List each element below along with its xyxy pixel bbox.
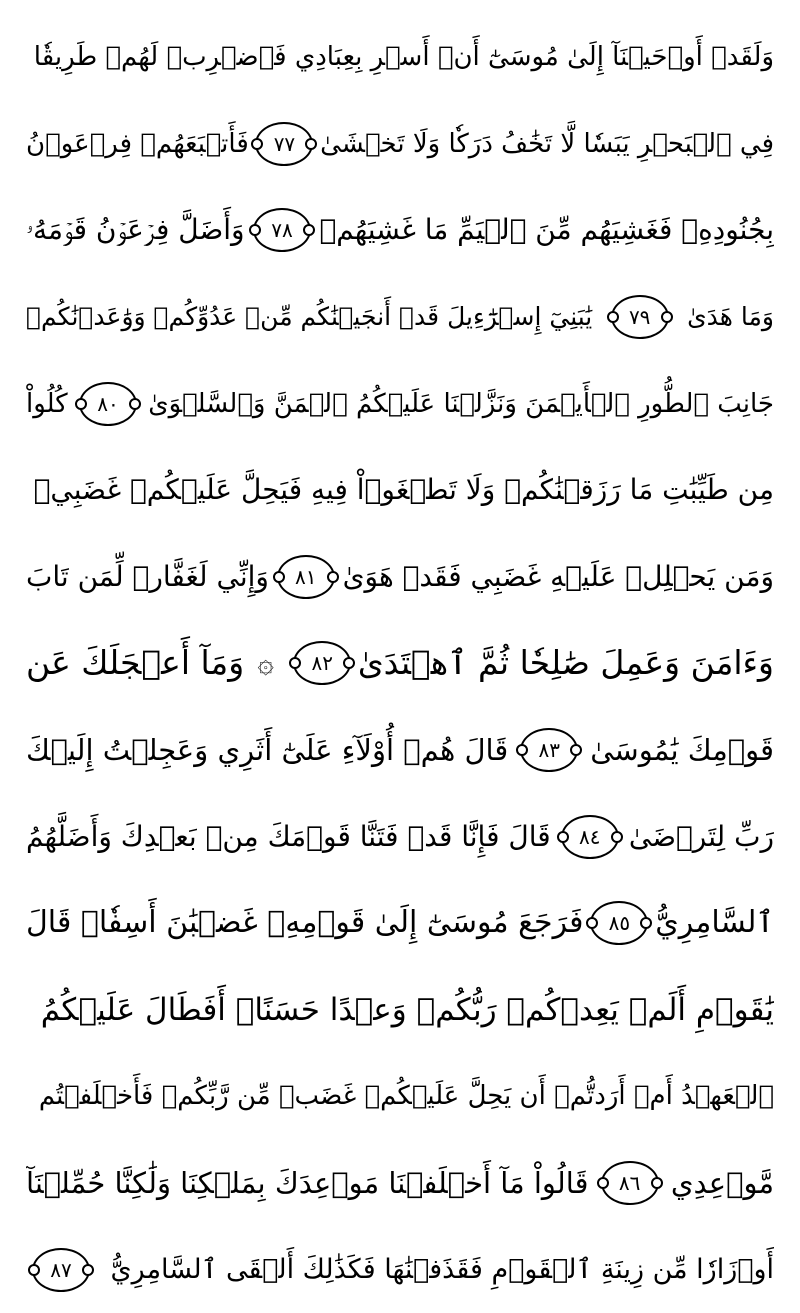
verse-text: وَءَامَنَ وَعَمِلَ صَٰلِحٗا ثُمَّ ٱهۡتَدَىٰ: [357, 643, 774, 683]
text-line-1: [26, 14, 774, 101]
verse-text: رَبِّ لِتَرۡضَىٰ: [628, 819, 774, 853]
verse-text: وَمَآ أَعۡجَلَكَ عَن: [26, 643, 245, 683]
text-line-12: [26, 967, 774, 1054]
verse-text: مِن طَيِّبَٰتِ مَا رَزَقۡنَٰكُمۡ وَلَا تَطۡغَوۡاْ فِيهِ فَيَحِلَّ عَلَيۡكُمۡ غَضَبِيۖ: [33, 473, 774, 507]
verse-text: فَرَجَعَ مُوسَىٰٓ إِلَىٰ قَوۡمِهِۦ غَضۡبَٰنَ أَسِفٗاۚ قَالَ: [26, 905, 584, 941]
verse-text: وَلَقَدۡ أَوۡحَيۡنَآ إِلَىٰ مُوسَىٰٓ أَنۡ أَسۡرِ بِعِبَادِي فَٱضۡرِبۡ لَهُمۡ طَرِيقٗا: [33, 42, 774, 73]
verse-text: يَٰقَوۡمِ أَلَمۡ يَعِدۡكُمۡ رَبُّكُمۡ وَعۡدًا حَسَنًاۚ أَفَطَالَ عَلَيۡكُمُ: [40, 991, 774, 1028]
verse-text: أَوۡزَارٗا مِّن زِينَةِ ٱلۡقَوۡمِ فَقَذَفۡنَٰهَا فَكَذَٰلِكَ أَلۡقَى ٱلسَّامِرِيُّ: [110, 1253, 774, 1285]
verse-text: بِجُنُودِهِۦ فَغَشِيَهُم مِّنَ ٱلۡيَمِّ مَا غَشِيَهُمۡ: [319, 213, 774, 247]
verse-text: وَمَا هَدَىٰ: [687, 302, 774, 332]
ayah-number-marker: ٨٧: [32, 1248, 90, 1292]
text-line-2: [26, 101, 774, 188]
ayah-number-marker: ٨٤: [561, 815, 619, 859]
text-line-8: [26, 620, 774, 707]
verse-text: قَالُواْ مَآ أَخۡلَفۡنَا مَوۡعِدَكَ بِمَلۡكِنَا وَلَٰكِنَّا حُمِّلۡنَآ: [26, 1166, 589, 1201]
text-line-11: [26, 880, 774, 967]
text-line-14: [26, 1140, 774, 1227]
ayah-number-marker: ٧٧: [255, 122, 313, 166]
ayah-number-marker: ٧٩: [611, 295, 669, 339]
ayah-number-marker: ٨٥: [590, 901, 648, 945]
verse-text: ٱلسَّامِرِيُّ: [655, 905, 774, 941]
text-line-10: [26, 793, 774, 880]
ayah-number-marker: ٨٦: [601, 1161, 659, 1205]
text-line-5: [26, 360, 774, 447]
text-line-13: [26, 1053, 774, 1140]
ayah-number-marker: ٨٢: [293, 641, 351, 685]
verse-text: يَٰبَنِيٓ إِسۡرَٰٓءِيلَ قَدۡ أَنجَيۡنَٰكُم مِّنۡ عَدُوِّكُمۡ وَوَٰعَدۡنَٰكُمۡ: [26, 302, 593, 332]
text-line-9: [26, 707, 774, 794]
verse-text: قَالَ فَإِنَّا قَدۡ فَتَنَّا قَوۡمَكَ مِنۢ بَعۡدِكَ وَأَضَلَّهُمُ: [26, 819, 551, 853]
verse-text: جَانِبَ ٱلطُّورِ ٱلۡأَيۡمَنَ وَنَزَّلۡنَا عَلَيۡكُمُ ٱلۡمَنَّ وَٱلسَّلۡوَىٰ: [148, 388, 774, 419]
ayah-number-marker: ٨٣: [520, 728, 578, 772]
verse-text: فِي ٱلۡبَحۡرِ يَبَسٗا لَّا تَخَٰفُ دَرَكٗا وَلَا تَخۡشَىٰ: [320, 128, 774, 159]
verse-text: ٱلۡعَهۡدُ أَمۡ أَرَدتُّمۡ أَن يَحِلَّ عَلَيۡكُمۡ غَضَبٞ مِّن رَّبِّكُمۡ فَأَخۡلَفۡتُم: [38, 1081, 774, 1112]
verse-text: قَالَ هُمۡ أُوْلَآءِ عَلَىٰٓ أَثَرِي وَعَجِلۡتُ إِلَيۡكَ: [26, 733, 509, 768]
verse-text: كُلُواْ: [26, 388, 68, 419]
verse-text: وَإِنِّي لَغَفَّارٞ لِّمَن تَابَ: [26, 559, 269, 593]
verse-text: فَأَتۡبَعَهُمۡ فِرۡعَوۡنُ: [26, 128, 249, 159]
ayah-number-marker: ٨٠: [79, 382, 137, 426]
text-line-15: [26, 1226, 774, 1313]
ayah-number-marker: ٨١: [277, 555, 335, 599]
text-line-6: [26, 447, 774, 534]
verse-text: وَأَضَلَّ فِرۡعَوۡنُ قَوۡمَهُۥ: [26, 213, 245, 247]
text-line-3: [26, 187, 774, 274]
hizb-star-icon: ۞: [257, 646, 274, 680]
verse-text: مَّوۡعِدِي: [670, 1166, 774, 1201]
text-line-7: [26, 534, 774, 621]
text-line-4: [26, 274, 774, 361]
verse-text: وَمَن يَحۡلِلۡ عَلَيۡهِ غَضَبِي فَقَدۡ هَوَىٰ: [342, 559, 774, 593]
ayah-number-marker: ٧٨: [253, 208, 311, 252]
verse-text: قَوۡمِكَ يَٰمُوسَىٰ: [590, 733, 774, 768]
